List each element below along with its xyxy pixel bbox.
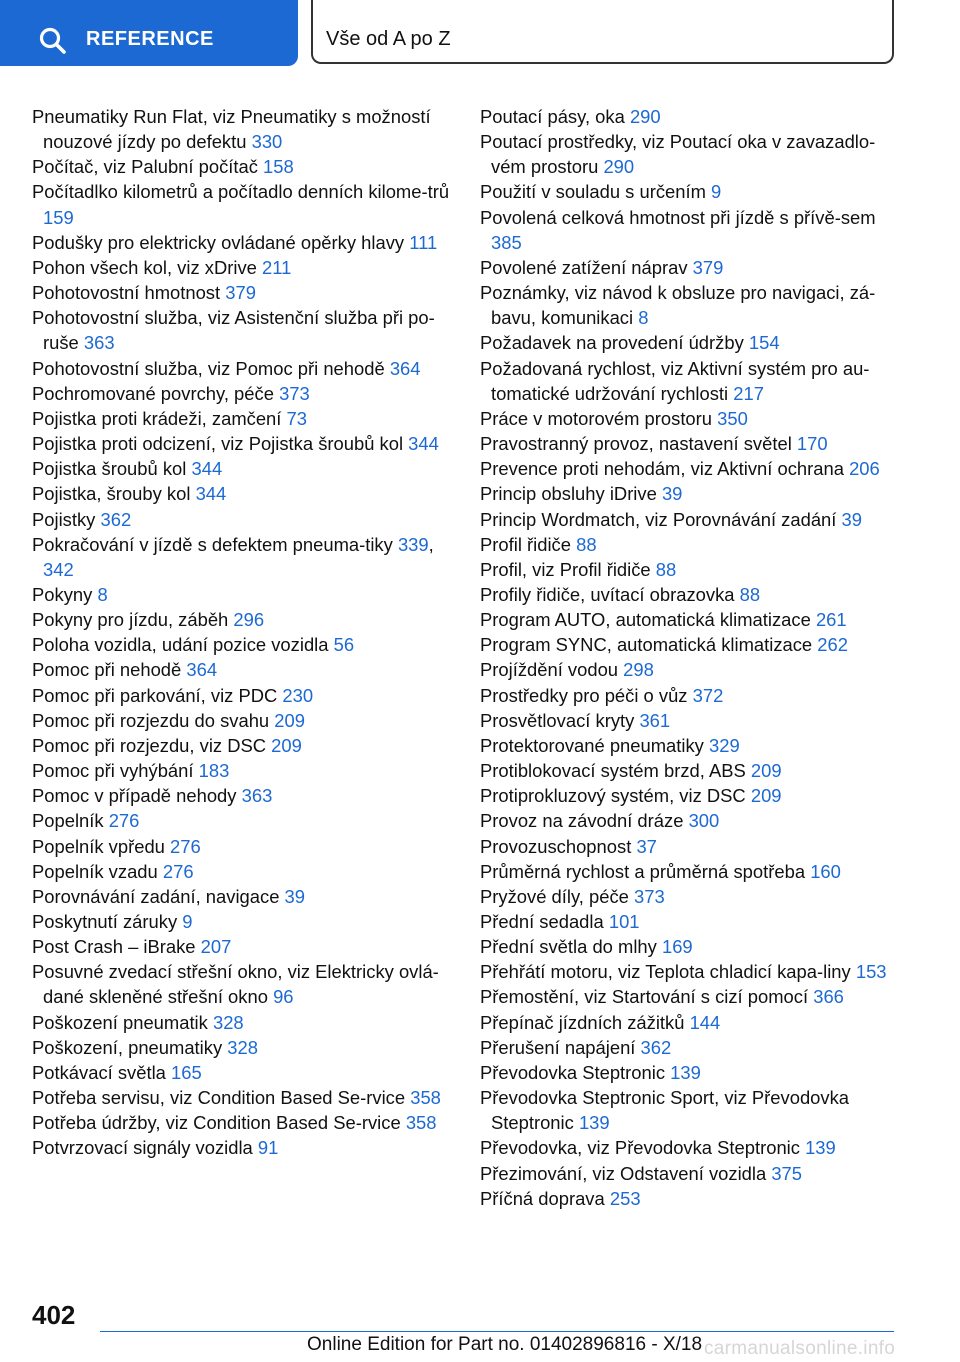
index-entry [480,104,890,129]
page-link[interactable]: 262 [817,634,848,656]
page-link[interactable]: 328 [212,1011,244,1033]
index-entry-text: Převodovka Steptronic Sport, viz Převodovka Steptronic [480,1087,850,1134]
index-entry-text: Požadavek na provedení údržby [480,332,744,354]
index-entry-text: Protiprokluzový systém, viz DSC [480,785,746,807]
page-link[interactable]: 362 [640,1036,672,1058]
index-entry-text: Pokyny [32,583,93,605]
index-entry [32,708,452,733]
index-entry [480,456,890,481]
index-entry-text: Přemostění, viz Startování s cizí pomocí [480,986,809,1008]
index-entry [480,783,890,808]
index-entry-text: Pojistka proti krádeži, zamčení [32,407,282,429]
page-link[interactable]: 217 [733,382,764,404]
index-entry [32,632,452,657]
index-entry [32,431,452,456]
index-entry [480,884,890,909]
page-link[interactable]: 276 [108,810,140,832]
index-entry-text: Poutací pásy, oka [480,106,625,127]
index-entry-text: Požadovaná rychlost, viz Aktivní systém pro au‐tomatické udržování rychlosti [480,357,870,404]
page-link[interactable]: 183 [198,760,230,782]
index-entry-text: Pomoc při rozjezdu, viz DSC [32,734,267,756]
index-entry [480,834,890,859]
index-entry [480,481,890,506]
index-entry-text: Převodovka Steptronic [480,1061,666,1083]
index-entry [32,507,452,532]
index-entry [480,683,890,708]
index-entry-text: Práce v motorovém prostoru [480,407,713,429]
index-entry-text: Popelník [32,810,104,832]
index-entry-text: Potřeba údržby, viz Condition Based Se‐rvice [32,1112,401,1134]
index-entry-text: Protektorované pneumatiky [480,734,704,756]
index-entry [480,859,890,884]
index-entry-text: Pojistky [32,508,96,530]
page-link[interactable]: 330 [251,131,283,153]
reference-label: REFERENCE [86,28,214,50]
index-entry-text: Pokyny pro jízdu, záběh [32,609,229,631]
index-entry [480,1186,890,1211]
index-entry [32,582,452,607]
page-link[interactable]: 344 [195,483,227,505]
edition-text: Online Edition for Part no. 01402896816 - X/18 [307,1334,703,1355]
index-entry-text: Popelník vzadu [32,860,158,882]
page-link[interactable]: 298 [623,659,654,681]
index-entry [32,456,452,481]
index-entry-text: Pneumatiky Run Flat, viz Pneumatiky s možností nouzové jízdy po defektu [32,106,431,153]
index-entry [32,959,452,1009]
page-link[interactable]: 375 [771,1162,803,1184]
index-entry-text: Poškození pneumatik [32,1011,208,1033]
index-entry: Pokračování v jízdě s defektem pneuma‐tiky 339, 342 [32,533,434,580]
index-entry [480,959,890,984]
index-entry [480,356,890,406]
page-link[interactable]: 169 [661,936,693,958]
index-entry-text: Přepínač jízdních zážitků [480,1011,685,1033]
index-entry [480,330,890,355]
page-link[interactable]: 96 [273,986,294,1008]
page-link[interactable]: 230 [282,684,314,706]
index-entry-text: Porovnávání zadání, navigace [32,885,280,907]
index-entry-text: Přerušení napájení [480,1036,636,1058]
page-link[interactable]: 373 [279,382,310,404]
page-link[interactable]: 329 [709,734,740,756]
index-entry [32,733,452,758]
page-link[interactable]: 361 [639,709,671,731]
page-link[interactable]: 170 [796,433,828,455]
page-link[interactable]: 358 [410,1087,441,1109]
page-link[interactable]: 165 [171,1061,202,1083]
index-entry-text: Protiblokovací systém brzd, ABS [480,760,746,782]
index-entry-text: Povolené zatížení náprav [480,256,688,278]
index-entry [480,733,890,758]
index-entry [32,683,452,708]
index-entry-text: Princip obsluhy iDrive [480,483,657,505]
index-entry [480,280,890,330]
page-link[interactable]: 385 [491,231,522,253]
page-link[interactable]: 328 [227,1036,258,1058]
page-link[interactable]: 209 [274,709,305,731]
page-link[interactable]: 362 [100,508,132,530]
index-entry-text: Poutací prostředky, viz Poutací oka v zavazadlo‐vém prostoru [480,131,876,178]
page-link[interactable]: 159 [43,206,74,228]
page-link[interactable]: 139 [805,1137,836,1159]
page-link[interactable]: 8 [97,583,108,605]
page-link[interactable]: 88 [655,558,677,580]
index-entry [480,934,890,959]
index-entry [32,1110,452,1135]
index-entry-text: Pojistka šroubů kol [32,458,187,480]
index-entry-text: Přehřátí motoru, viz Teplota chladicí kapa‐liny [480,961,851,983]
index-entry-text: Prostředky pro péči o vůz [480,684,688,706]
index-entry-text: Profil řidiče [480,533,571,555]
index-entry [480,255,890,280]
index-entry-text: Prevence proti nehodám, viz Aktivní ochrana [480,458,844,480]
page-link[interactable]: 372 [692,684,724,706]
page-link[interactable]: 290 [629,106,661,127]
index-entry [32,154,452,179]
page-link[interactable]: 290 [603,156,635,178]
index-entry [480,1161,890,1186]
footer-divider [100,1331,894,1332]
index-entry-text: Potkávací světla [32,1061,166,1083]
page-link[interactable]: 209 [271,734,302,756]
index-entry-text: Pohotovostní hmotnost [32,282,221,304]
watermark: carmanualsonline.info [704,1338,896,1359]
index-entry [32,280,452,305]
page-link[interactable]: 379 [692,256,724,278]
reference-tab[interactable] [0,0,298,66]
index-entry [32,381,452,406]
index-entry-text: Přezimování, viz Odstavení vozidla [480,1162,767,1184]
index-entry [32,657,452,682]
index-entry [32,834,452,859]
index-entry [480,532,890,557]
index-entry [32,1135,452,1160]
index-entry [480,129,890,179]
index-entry [480,1035,890,1060]
index-entry-text: Program SYNC, automatická klimatizace [480,634,813,656]
index-entry [32,230,452,255]
index-entry [32,909,452,934]
page-link[interactable]: 139 [578,1112,610,1134]
page-link[interactable]: 39 [284,885,306,907]
index-entry [480,657,890,682]
index-entry-text: Provozuschopnost [480,835,632,857]
index-entry [32,758,452,783]
index-entry [32,783,452,808]
index-entry-text: Průměrná rychlost a průměrná spotřeba [480,860,806,882]
index-entry [480,607,890,632]
page-link[interactable]: 342 [43,558,74,580]
page-link[interactable]: 160 [810,860,841,882]
index-entry [480,1085,890,1135]
page-link[interactable]: 101 [608,911,640,932]
index-entry-text: Posuvné zvedací střešní okno, viz Elektricky ovlá‐dané skleněné střešní okno [32,961,439,1008]
index-entry-text: Pojistka, šrouby kol [32,483,191,505]
page-link[interactable]: 366 [813,986,844,1008]
page-link[interactable]: 363 [83,332,115,354]
index-entry [32,255,452,280]
index-entry [32,104,452,154]
index-entry [32,607,452,632]
index-column-right [480,104,890,1211]
page-link[interactable]: 39 [841,508,862,530]
index-entry [480,909,890,934]
index-entry [32,179,452,229]
page-link[interactable]: 56 [333,634,355,656]
page-link[interactable]: 73 [286,407,307,429]
page-link[interactable]: 8 [638,307,649,329]
index-entry [32,1085,452,1110]
index-entry-text: Popelník vpředu [32,835,165,857]
index-entry-text: Pomoc při parkování, viz PDC [32,684,278,706]
index-entry-text: Pomoc při nehodě [32,659,182,681]
index-entry [32,356,452,381]
index-entry-text: Pomoc v případě nehody [32,785,237,807]
page-link[interactable]: 88 [576,533,597,555]
page-link[interactable]: 111 [409,231,438,253]
index-entry-text: Poznámky, viz návod k obsluze pro navigaci, zá‐bavu, komunikaci [480,282,876,329]
page-link[interactable]: 207 [200,936,232,958]
index-entry-text: Profily řidiče, uvítací obrazovka [480,583,735,605]
page-link[interactable]: 206 [849,458,880,480]
index-entry-text: Příčná doprava [480,1187,605,1209]
page-link[interactable]: 300 [688,810,720,832]
page-link[interactable]: 339 [397,533,429,555]
page-link[interactable]: 9 [182,911,193,932]
page-link[interactable]: 139 [670,1061,701,1083]
index-entry-text: Převodovka, viz Převodovka Steptronic [480,1137,800,1159]
page-link[interactable]: 296 [233,609,265,631]
page-number: 402 [32,1300,76,1330]
index-entry-text: Počítadlko kilometrů a počítadlo denních kilome‐trů [32,181,450,203]
page-link[interactable]: 144 [689,1011,721,1033]
page-link[interactable]: 88 [739,583,761,605]
index-entry [480,1135,890,1160]
index-entry-text: Pravostranný provoz, nastavení světel [480,433,792,455]
index-entry-text: Profil, viz Profil řidiče [480,558,651,580]
page-link[interactable]: 261 [815,609,847,631]
index-entry [480,708,890,733]
page-link[interactable]: 276 [162,860,194,882]
index-entry-text: Přední světla do mlhy [480,936,657,958]
index-entry [32,1010,452,1035]
index-entry-text: Potřeba servisu, viz Condition Based Se‐rvice [32,1087,406,1109]
index-entry-text: Program AUTO, automatická klimatizace [480,609,811,631]
index-column-left [32,104,452,1161]
index-entry [480,582,890,607]
page-link[interactable]: 363 [241,785,273,807]
index-entry-text: Poloha vozidla, udání pozice vozidla [32,634,329,656]
index-entry [32,406,452,431]
index-entry-text: Přední sedadla [480,911,604,932]
index-entry-text: Podušky pro elektricky ovládané opěrky hlavy [32,231,405,253]
index-entry-text: Pochromované povrchy, péče [32,382,274,404]
section-title: Vše od A po Z [326,28,451,50]
index-entry-text: Pomoc při rozjezdu do svahu [32,709,270,731]
section-title-tab [311,0,894,64]
index-entry [480,1010,890,1035]
index-entry [480,632,890,657]
page-link[interactable]: 358 [405,1112,437,1134]
page-link[interactable]: 158 [263,156,294,178]
index-entry [480,431,890,456]
index-entry [32,1035,452,1060]
page-link[interactable]: 209 [750,760,782,782]
index-entry [32,884,452,909]
index-entry [480,984,890,1009]
index-entry-text: Pryžové díly, péče [480,885,629,907]
page-link[interactable]: 379 [225,282,256,304]
index-entry [32,934,452,959]
index-entry-text: Provoz na závodní dráze [480,810,684,832]
index-entry-text: Použití v souladu s určením [480,181,706,203]
index-entry-text: Princip Wordmatch, viz Porovnávání zadání [480,508,837,530]
index-entry [480,205,890,255]
index-entry-text: Počítač, viz Palubní počítač [32,156,258,178]
page-link[interactable]: 37 [636,835,657,857]
index-entry [480,1060,890,1085]
index-entry-text: Pokračování v jízdě s defektem pneuma‐tiky [32,533,393,555]
index-entry-text: Pojistka proti odcizení, viz Pojistka šroubů kol [32,433,404,455]
page-link[interactable]: 153 [855,961,887,983]
index-entry-text: Povolená celková hmotnost při jízdě s přívě‐sem [480,206,876,228]
index-entry [32,808,452,833]
index-entry [480,557,890,582]
page-link[interactable]: 344 [408,433,439,455]
page-link[interactable]: 364 [389,357,421,379]
page-link[interactable]: 39 [661,483,683,505]
index-entry [480,179,890,204]
index-entry [480,406,890,431]
page-link[interactable]: 154 [748,332,780,354]
index-entry [32,305,452,355]
index-entry-text: Projíždění vodou [480,659,619,681]
page-link[interactable]: 211 [262,256,292,278]
index-entry [480,758,890,783]
index-entry-text: Pomoc při vyhýbání [32,760,194,782]
index-entry [32,481,452,506]
page-link[interactable]: 253 [609,1187,641,1209]
index-entry [32,859,452,884]
page-link[interactable]: 9 [711,181,722,203]
search-icon [38,26,68,56]
page-link[interactable]: 350 [717,407,748,429]
index-entry-text: Prosvětlovací kryty [480,709,635,731]
page-link[interactable]: 373 [634,885,665,907]
index-entry-text: Pohotovostní služba, viz Asistenční služba při po‐ruše [32,307,435,354]
page-link[interactable]: 344 [191,458,223,480]
page-link[interactable]: 276 [170,835,201,857]
page-link[interactable]: 91 [257,1137,279,1159]
index-entry [480,507,890,532]
index-entry-text: Potvrzovací signály vozidla [32,1137,253,1159]
index-entry-text: Post Crash – iBrake [32,936,196,958]
page-link[interactable]: 364 [186,659,218,681]
index-entry-text: Poškození, pneumatiky [32,1036,223,1058]
index-entry [32,1060,452,1085]
index-entry [480,808,890,833]
page-link[interactable]: 209 [750,785,782,807]
index-entry-text: Poskytnutí záruky [32,911,178,932]
index-entry-text: Pohotovostní služba, viz Pomoc při nehodě [32,357,385,379]
index-entry-text: Pohon všech kol, viz xDrive [32,256,257,278]
